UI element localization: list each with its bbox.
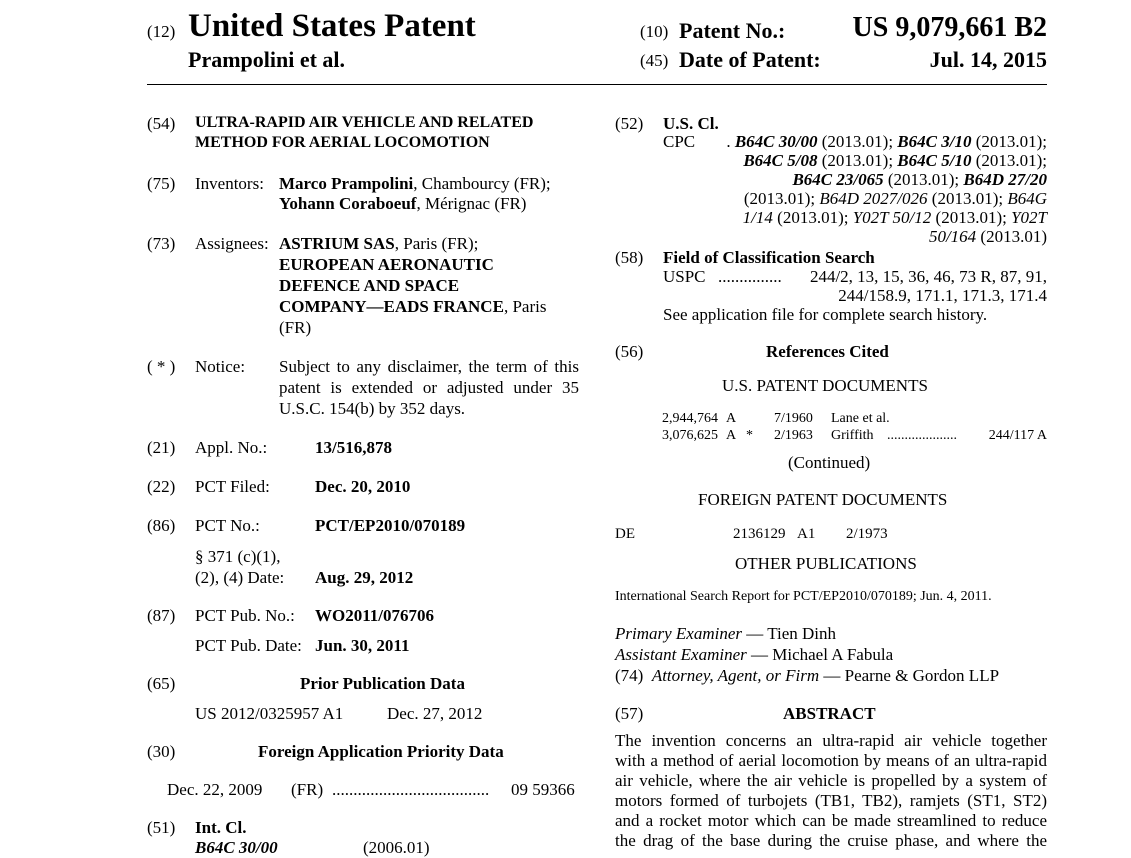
attorney: [615, 666, 999, 686]
foreign-doc-country: DE: [615, 526, 635, 542]
pct-filed-date: Dec. 20, 2010: [315, 477, 411, 496]
pct-371-line-1: § 371 (c)(1),: [195, 547, 281, 566]
inventor-line-2: [279, 194, 526, 214]
pct-pub-number: WO2011/076706: [315, 606, 435, 625]
uspc-label: USPC: [663, 267, 706, 286]
title-line-2: METHOD FOR AERIAL LOCOMOTION: [195, 134, 490, 151]
cpc-class: Y02T: [1011, 208, 1047, 227]
assignee-line-1: [279, 234, 478, 254]
inventor-location-1: , Chambourcy (FR);: [413, 174, 551, 193]
us-doc-dots: ....................: [887, 428, 957, 443]
abstract-heading: ABSTRACT: [783, 704, 876, 723]
pct-number: PCT/EP2010/070189: [315, 516, 466, 535]
cpc-class: B64D 27/20: [963, 170, 1047, 189]
abstract-line: with a method of aerial locomotion by means of an ultra-rapid: [615, 751, 1047, 770]
prior-pub-heading: Prior Publication Data: [300, 674, 465, 693]
cpc-class: B64C 23/065: [792, 170, 884, 189]
cpc-year: .: [726, 132, 735, 151]
code-10: (10): [640, 22, 669, 41]
references-continued: (Continued): [788, 453, 871, 472]
us-doc-number: 2,944,764: [662, 411, 718, 426]
pct-pub-date-label: PCT Pub. Date:: [195, 636, 302, 655]
cpc-year: (2013.01);: [971, 132, 1047, 151]
cpc-year: (2013.01);: [772, 208, 853, 227]
assistant-examiner-label: Assistant Examiner: [615, 645, 747, 664]
uspc-line-2: 244/158.9, 171.1, 171.3, 171.4: [838, 286, 1047, 305]
us-doc-date: 2/1963: [774, 428, 813, 443]
other-publication-entry: International Search Report for PCT/EP2010/070189; Jun. 4, 2011.: [615, 589, 992, 604]
abstract-line: the drag of the base during the cruise phase, and where the: [615, 831, 1047, 850]
cpc-year: (2013.01);: [931, 208, 1012, 227]
prior-pub-date: Dec. 27, 2012: [387, 704, 483, 723]
int-cl-code: (51): [147, 818, 176, 837]
cpc-year: (2013.01);: [817, 151, 898, 170]
foreign-priority-heading: Foreign Application Priority Data: [258, 742, 504, 761]
field-search-code: (58): [615, 248, 644, 267]
attorney-name: — Pearne & Gordon LLP: [823, 666, 1000, 685]
cpc-class: B64G: [1007, 189, 1047, 208]
us-doc-number: 3,076,625: [662, 428, 718, 443]
primary-examiner-label: Primary Examiner: [615, 624, 743, 643]
inventor-name-1: Marco Prampolini: [279, 174, 414, 193]
pct-371-date: Aug. 29, 2012: [315, 568, 414, 587]
code-45: (45): [640, 51, 669, 70]
assignees-label: Assignees:: [195, 234, 269, 253]
foreign-doc-date: 2/1973: [846, 526, 888, 542]
notice-line-3: U.S.C. 154(b) by 352 days.: [279, 399, 466, 418]
cpc-line: [700, 208, 1047, 228]
cpc-line: [700, 189, 1047, 209]
cpc-class: B64C 5/08: [743, 151, 818, 170]
cpc-year: (2013.01);: [817, 132, 898, 151]
cpc-year: (2013.01);: [883, 170, 964, 189]
notice-label: Notice:: [195, 357, 246, 376]
title-code: (54): [147, 114, 176, 133]
foreign-priority-number: 09 59366: [511, 780, 575, 799]
us-doc-kind: A: [726, 411, 737, 426]
assistant-examiner: [615, 645, 893, 665]
inventors-short: Prampolini et al.: [188, 47, 346, 72]
cpc-class: 50/164: [928, 227, 977, 246]
assignee-line-2: EUROPEAN AERONAUTIC: [279, 255, 494, 274]
abstract-line: air vehicle, where the air vehicle is propelled by a system of: [615, 771, 1047, 790]
code-12: (12): [147, 22, 176, 41]
inventor-location-2: , Mérignac (FR): [416, 194, 527, 213]
pct-filed-code: (22): [147, 477, 176, 496]
cpc-class: B64C 5/10: [897, 151, 972, 170]
cpc-line: [700, 227, 1047, 247]
abstract-line: motors formed of turbojets (TB1, TB2), ramjets (ST1, ST2): [615, 791, 1047, 810]
title-line-1: ULTRA-RAPID AIR VEHICLE AND RELATED: [195, 114, 534, 131]
pct-no-code: (86): [147, 516, 176, 535]
us-doc-name: Lane et al.: [831, 411, 890, 426]
inventor-name-2: Yohann Coraboeuf: [279, 194, 417, 213]
cpc-year: (2013.01);: [927, 189, 1008, 208]
pct-pub-date: Jun. 30, 2011: [315, 636, 410, 655]
cpc-year: (2013.01);: [971, 151, 1047, 170]
assignee-line-3: DEFENCE AND SPACE: [279, 276, 460, 295]
cpc-year: (2013.01);: [743, 189, 820, 208]
prior-pub-number: US 2012/0325957 A1: [195, 704, 344, 723]
us-doc-star: *: [746, 428, 753, 443]
us-doc-name: Griffith: [831, 428, 874, 443]
foreign-doc-kind: A1: [797, 526, 816, 542]
attorney-code: (74): [615, 666, 644, 685]
primary-examiner: [615, 624, 836, 644]
int-cl-class: B64C 30/00: [195, 838, 278, 857]
us-doc-class: 244/117 A: [988, 428, 1047, 443]
other-publications-heading: OTHER PUBLICATIONS: [735, 554, 917, 573]
assistant-examiner-name: — Michael A Fabula: [751, 645, 894, 664]
assignee-location-1: , Paris (FR);: [394, 234, 479, 253]
appl-code: (21): [147, 438, 176, 457]
assignee-line-5: (FR): [279, 318, 312, 337]
foreign-priority-code: (30): [147, 742, 176, 761]
pct-pub-label: PCT Pub. No.:: [195, 606, 295, 625]
appl-number: 13/516,878: [315, 438, 392, 457]
patent-no-label: Patent No.:: [679, 18, 786, 43]
assignees-code: (73): [147, 234, 176, 253]
search-history-note: See application file for complete search history.: [663, 305, 988, 324]
pct-pub-code: (87): [147, 606, 176, 625]
patent-date: Jul. 14, 2015: [929, 47, 1047, 72]
cpc-line: [700, 151, 1047, 171]
inventor-line-1: [279, 174, 551, 194]
notice-line-2: patent is extended or adjusted under 35: [279, 378, 579, 397]
cpc-line: [700, 170, 1047, 190]
date-label: Date of Patent:: [679, 47, 821, 72]
notice-code: ( * ): [147, 357, 176, 376]
us-doc-date: 7/1960: [774, 411, 813, 426]
cpc-class: B64C 30/00: [734, 132, 818, 151]
us-cl-code: (52): [615, 114, 644, 133]
cpc-class: Y02T 50/12: [852, 208, 932, 227]
int-cl-year: (2006.01): [363, 838, 430, 857]
assignee-name-1: ASTRIUM SAS: [279, 234, 395, 253]
inventors-label: Inventors:: [195, 174, 264, 193]
foreign-priority-date: Dec. 22, 2009: [167, 780, 263, 799]
field-search-heading: Field of Classification Search: [663, 248, 875, 267]
foreign-priority-country: (FR): [291, 780, 324, 799]
assignee-location-2: , Paris: [503, 297, 547, 316]
primary-examiner-name: — Tien Dinh: [746, 624, 837, 643]
references-heading: References Cited: [766, 342, 889, 361]
abstract-line: The invention concerns an ultra-rapid air vehicle together: [615, 731, 1047, 750]
us-patent-docs-heading: U.S. PATENT DOCUMENTS: [722, 376, 928, 395]
header-rule: [147, 84, 1047, 85]
references-code: (56): [615, 342, 644, 361]
prior-pub-code: (65): [147, 674, 176, 693]
attorney-label: Attorney, Agent, or Firm: [651, 666, 820, 685]
appl-label: Appl. No.:: [195, 438, 268, 457]
abstract-code: (57): [615, 704, 644, 723]
patent-type: United States Patent: [188, 8, 476, 44]
cpc-class: 1/14: [742, 208, 773, 227]
foreign-patent-docs-heading: FOREIGN PATENT DOCUMENTS: [698, 490, 948, 509]
foreign-doc-number: 2136129: [733, 526, 786, 542]
us-doc-kind: A: [726, 428, 737, 443]
assignee-name-2: COMPANY—EADS FRANCE: [279, 297, 504, 316]
us-cl-label: U.S. Cl.: [663, 114, 719, 133]
int-cl-label: Int. Cl.: [195, 818, 247, 837]
cpc-label: CPC: [663, 132, 696, 151]
cpc-line: [700, 132, 1047, 152]
cpc-year: (2013.01): [976, 227, 1047, 246]
foreign-priority-dots: .....................................: [332, 780, 490, 799]
patent-number: US 9,079,661 B2: [852, 12, 1047, 43]
cpc-class: B64D 2027/026: [819, 189, 928, 208]
pct-no-label: PCT No.:: [195, 516, 260, 535]
pct-371-line-2: (2), (4) Date:: [195, 568, 285, 587]
abstract-line: and a rocket motor which can be made streamlined to reduce: [615, 811, 1047, 830]
inventors-code: (75): [147, 174, 176, 193]
assignee-line-4: [279, 297, 546, 317]
notice-line-1: Subject to any disclaimer, the term of this: [279, 357, 579, 376]
pct-filed-label: PCT Filed:: [195, 477, 270, 496]
uspc-line-1: 244/2, 13, 15, 36, 46, 73 R, 87, 91,: [809, 267, 1047, 286]
uspc-dots: ...............: [718, 267, 782, 286]
cpc-class: B64C 3/10: [897, 132, 972, 151]
